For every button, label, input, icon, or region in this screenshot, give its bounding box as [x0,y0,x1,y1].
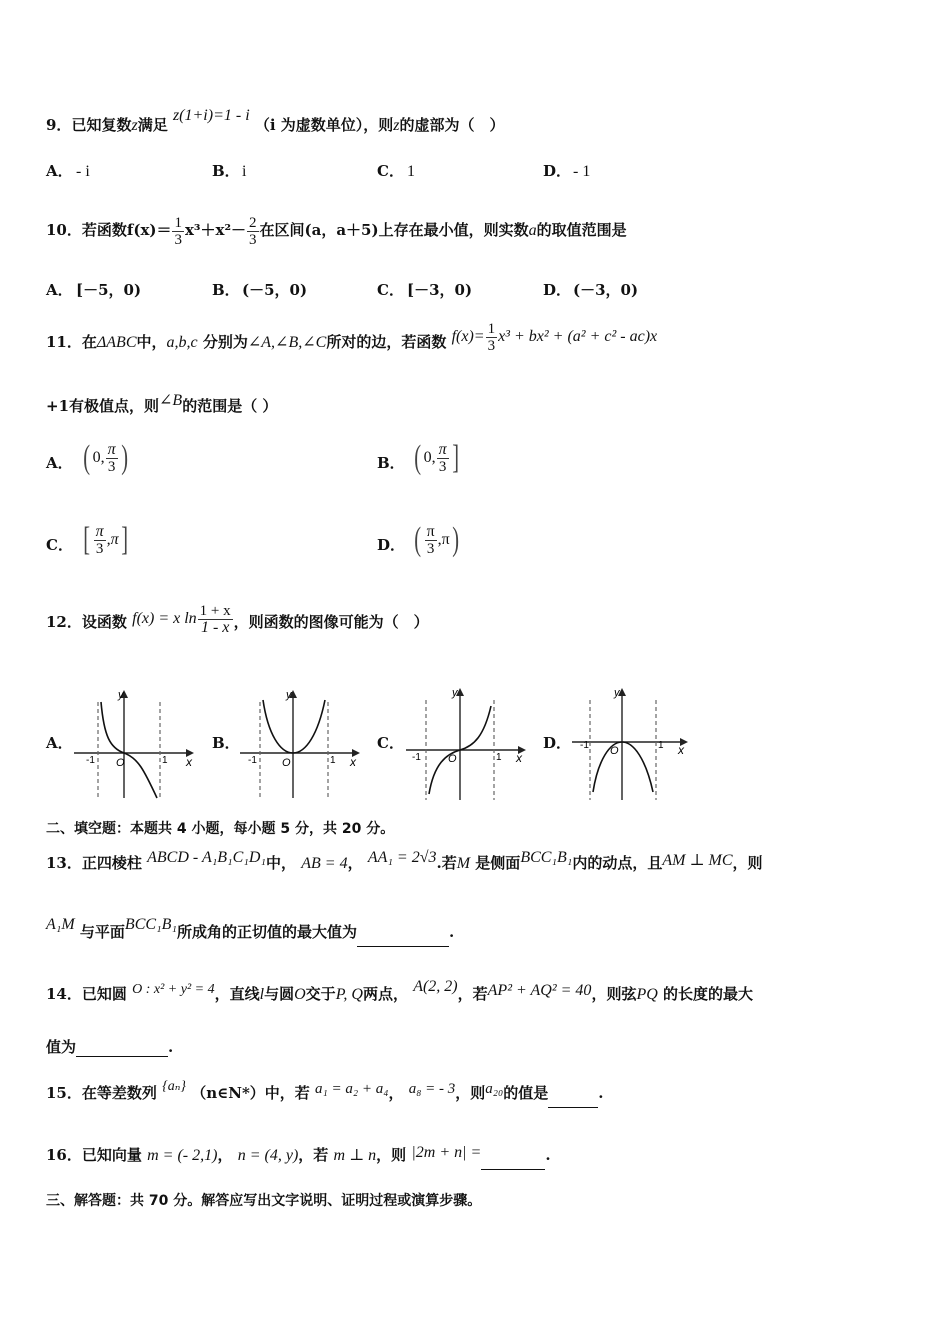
curve [101,702,157,798]
q11-option-b[interactable]: B． ( 0, $\frac{\pi}{3}$ ] [377,439,459,476]
q13-answer-blank[interactable] [357,928,449,947]
question-14: 14．已知圆 O : x² + y² = 4，直线l与圆O交于P, Q两点， A(2, 2)，若AP² + AQ² = 40，则弦PQ 的长度的最大 [46,978,754,1003]
q14-answer-blank[interactable] [76,1040,168,1057]
q12-graph-a[interactable] [72,686,198,802]
svg-text:y: y [452,687,458,699]
question-11: 11．在ΔABC中，a,b,c 分别为∠A,∠B,∠C所对的边，若函数 f(x)= $\frac{1}{3}$ x³ + bx² + (a² + c² - ac)x [46,320,658,354]
q15-answer-blank[interactable] [548,1091,598,1108]
q16-number: 16． [46,1146,82,1164]
svg-text:1: 1 [162,755,168,766]
q12-option-c[interactable]: C． [377,734,404,752]
q10-option-b[interactable]: B． (－5，0) [212,281,308,299]
question-13-line2: A₁M 与平面BCC₁B₁所成角的正切值的最大值为 . [46,918,454,947]
q12-option-a[interactable]: A． [46,734,73,752]
q11-fraction: $\frac{1}{3}$ [487,320,496,354]
curve [263,700,325,753]
q10-option-a[interactable]: A． [－5，0) [46,281,142,299]
svg-text:O: O [610,745,619,757]
question-9: 9．已知复数z满足 z(1+i)=1 - i （i 为虚数单位），则z的虚部为（ ） [46,107,505,134]
section-2-heading: 二、填空题：本题共 4 小题，每小题 5 分，共 20 分。 [46,821,395,837]
q10-fraction-2: $\frac{2}{3}$ [249,214,257,248]
q9-option-d[interactable]: D． - 1 [543,162,591,180]
svg-text:1: 1 [658,740,664,751]
q10-option-d[interactable]: D． (－3，0) [543,281,639,299]
q15-number: 15． [46,1084,82,1102]
q9-option-c[interactable]: C． 1 [377,162,415,180]
q11-option-a[interactable]: A． ( 0, $\frac{\pi}{3}$ ) [46,439,128,476]
svg-text:-1: -1 [580,740,589,751]
svg-text:-1: -1 [86,755,95,766]
q11-option-d[interactable]: D． ( $\frac{\pi}{3}$ ,π ) [377,521,459,558]
q9-number: 9． [46,116,72,134]
question-15: 15．在等差数列 {aₙ} （n∈N*）中，若 a₁ = a₂ + a₄， a₈ = - 3，则a₂₀的值是 . [46,1080,603,1108]
svg-text:1: 1 [496,752,502,763]
section-3-heading: 三、解答题：共 70 分。解答应写出文字说明、证明过程或演算步骤。 [46,1193,482,1209]
svg-text:1: 1 [330,755,336,766]
q13-number: 13． [46,854,82,872]
q10-option-c[interactable]: C． [－3，0) [377,281,473,299]
q12-fraction: $\frac{1 + x}{1 - x}$ [199,602,231,636]
question-12: 12．设函数 f(x) = x ln $\frac{1 + x}{1 - x}$ ，则函数的图像可能为（ ） [46,602,429,636]
q9-option-a[interactable]: A． - i [46,162,90,180]
question-14-line2: 值为 . [46,1038,174,1056]
question-16: 16．已知向量 m = (- 2,1)， n = (4, y)，若 m ⊥ n，则 |2m + n| = . [46,1141,551,1170]
q10-number: 10． [46,221,82,239]
q10-fraction-1: $\frac{1}{3}$ [174,214,182,248]
question-11-line2: +1有极值点，则∠B的范围是（ ） [46,392,278,415]
svg-text:x: x [350,755,356,769]
svg-text:O: O [282,757,291,769]
curve [593,742,653,792]
question-13: 13．正四棱柱 ABCD - A₁B₁C₁D₁中， AB = 4， AA₁ = 2√3.若M 是侧面BCC₁B₁内的动点，且AM ⊥ MC，则 [46,849,763,872]
q12-option-b[interactable]: B． [212,734,240,752]
svg-text:x: x [678,743,684,757]
question-10: 10．若函数f(x)＝ $\frac{1}{3}$ x³＋x²－ $\frac{2}{3}$ 在区间(a，a＋5)上存在最小值，则实数a的取值范围是 [46,214,627,248]
svg-text:y: y [118,689,124,701]
svg-text:-1: -1 [248,755,257,766]
svg-text:y: y [286,689,292,701]
q12-graph-d[interactable] [570,684,696,804]
svg-text:O: O [116,757,125,769]
q14-number: 14． [46,985,82,1003]
q12-graph-c[interactable] [404,684,530,804]
q9-condition: z(1+i)=1 - i [172,107,250,124]
q11-number: 11． [46,333,82,351]
svg-text:y: y [614,687,620,699]
q16-answer-blank[interactable] [481,1153,545,1170]
q11-option-c[interactable]: C． [ $\frac{\pi}{3}$ ,π ] [46,521,128,558]
q12-graph-b[interactable] [238,686,364,802]
svg-text:-1: -1 [412,752,421,763]
q9-option-b[interactable]: B． i [212,162,247,180]
svg-text:x: x [186,755,192,769]
svg-text:x: x [516,751,522,765]
q12-number: 12． [46,613,82,631]
svg-text:O: O [448,753,457,765]
q12-option-d[interactable]: D． [543,734,572,752]
